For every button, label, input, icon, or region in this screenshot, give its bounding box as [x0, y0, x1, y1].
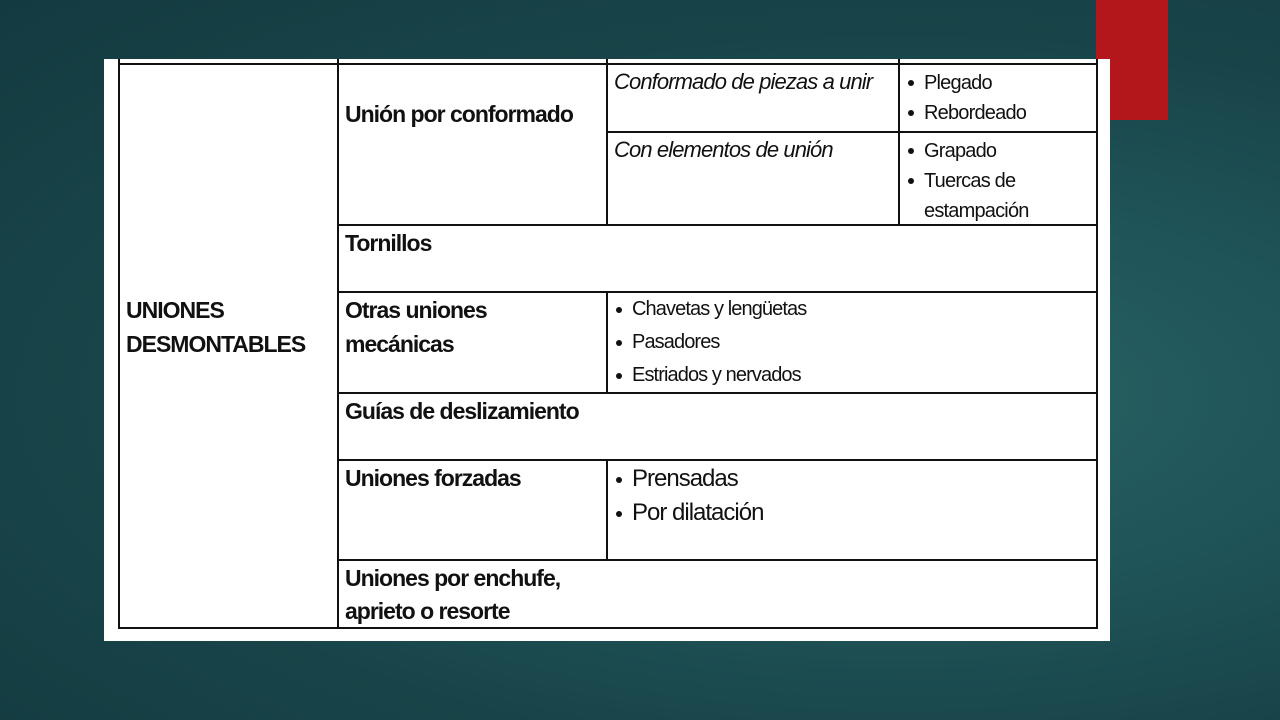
- subtype-label-elementos-union: Con elementos de unión: [614, 137, 833, 162]
- row-label-enchufe-line1: Uniones por enchufe,: [345, 565, 561, 591]
- subtype-items-elementos-union: [906, 136, 1029, 226]
- unions-table: [104, 59, 1110, 641]
- table-border-right: [1096, 59, 1098, 629]
- list-item: Grapado: [906, 136, 1029, 166]
- list-item: Rebordeado: [906, 98, 1026, 128]
- otras-items: [614, 293, 806, 392]
- row-label-guias: Guías de deslizamiento: [345, 398, 579, 424]
- table-divider-col3-top: [898, 59, 900, 225]
- row-label-enchufe-line2: aprieto o resorte: [345, 598, 510, 624]
- list-item: Pasadores: [614, 326, 806, 359]
- row-label-conformado: Unión por conformado: [345, 101, 573, 127]
- table-border-top: [118, 63, 1098, 65]
- table-divider-subtype: [606, 131, 1098, 133]
- table-divider-col1: [337, 59, 339, 629]
- list-item: Estriados y nervados: [614, 359, 806, 392]
- list-item: Chavetas y lengüetas: [614, 293, 806, 326]
- row-label-forzadas: Uniones forzadas: [345, 465, 521, 491]
- subtype-items-conformado-piezas: [906, 68, 1026, 128]
- table-divider-col2-top: [606, 59, 608, 225]
- list-item: Plegado: [906, 68, 1026, 98]
- category-label: UNIONES DESMONTABLES: [126, 297, 306, 357]
- list-item-continuation: estampación: [924, 200, 1029, 222]
- table-border-left: [118, 59, 120, 629]
- table-divider-col2-otras: [606, 292, 608, 393]
- list-item: Tuercas de: [906, 166, 1029, 196]
- row-label-tornillos: Tornillos: [345, 230, 432, 256]
- table-divider-col2-forzadas: [606, 460, 608, 560]
- table-border-bottom: [118, 627, 1098, 629]
- forzadas-items: [614, 462, 763, 530]
- subtype-label-conformado-piezas: Conformado de piezas a unir: [614, 69, 873, 94]
- list-item: Prensadas: [614, 462, 763, 496]
- row-label-otras-line2: mecánicas: [345, 331, 454, 357]
- list-item: Por dilatación: [614, 496, 763, 530]
- row-label-otras-line1: Otras uniones: [345, 297, 487, 323]
